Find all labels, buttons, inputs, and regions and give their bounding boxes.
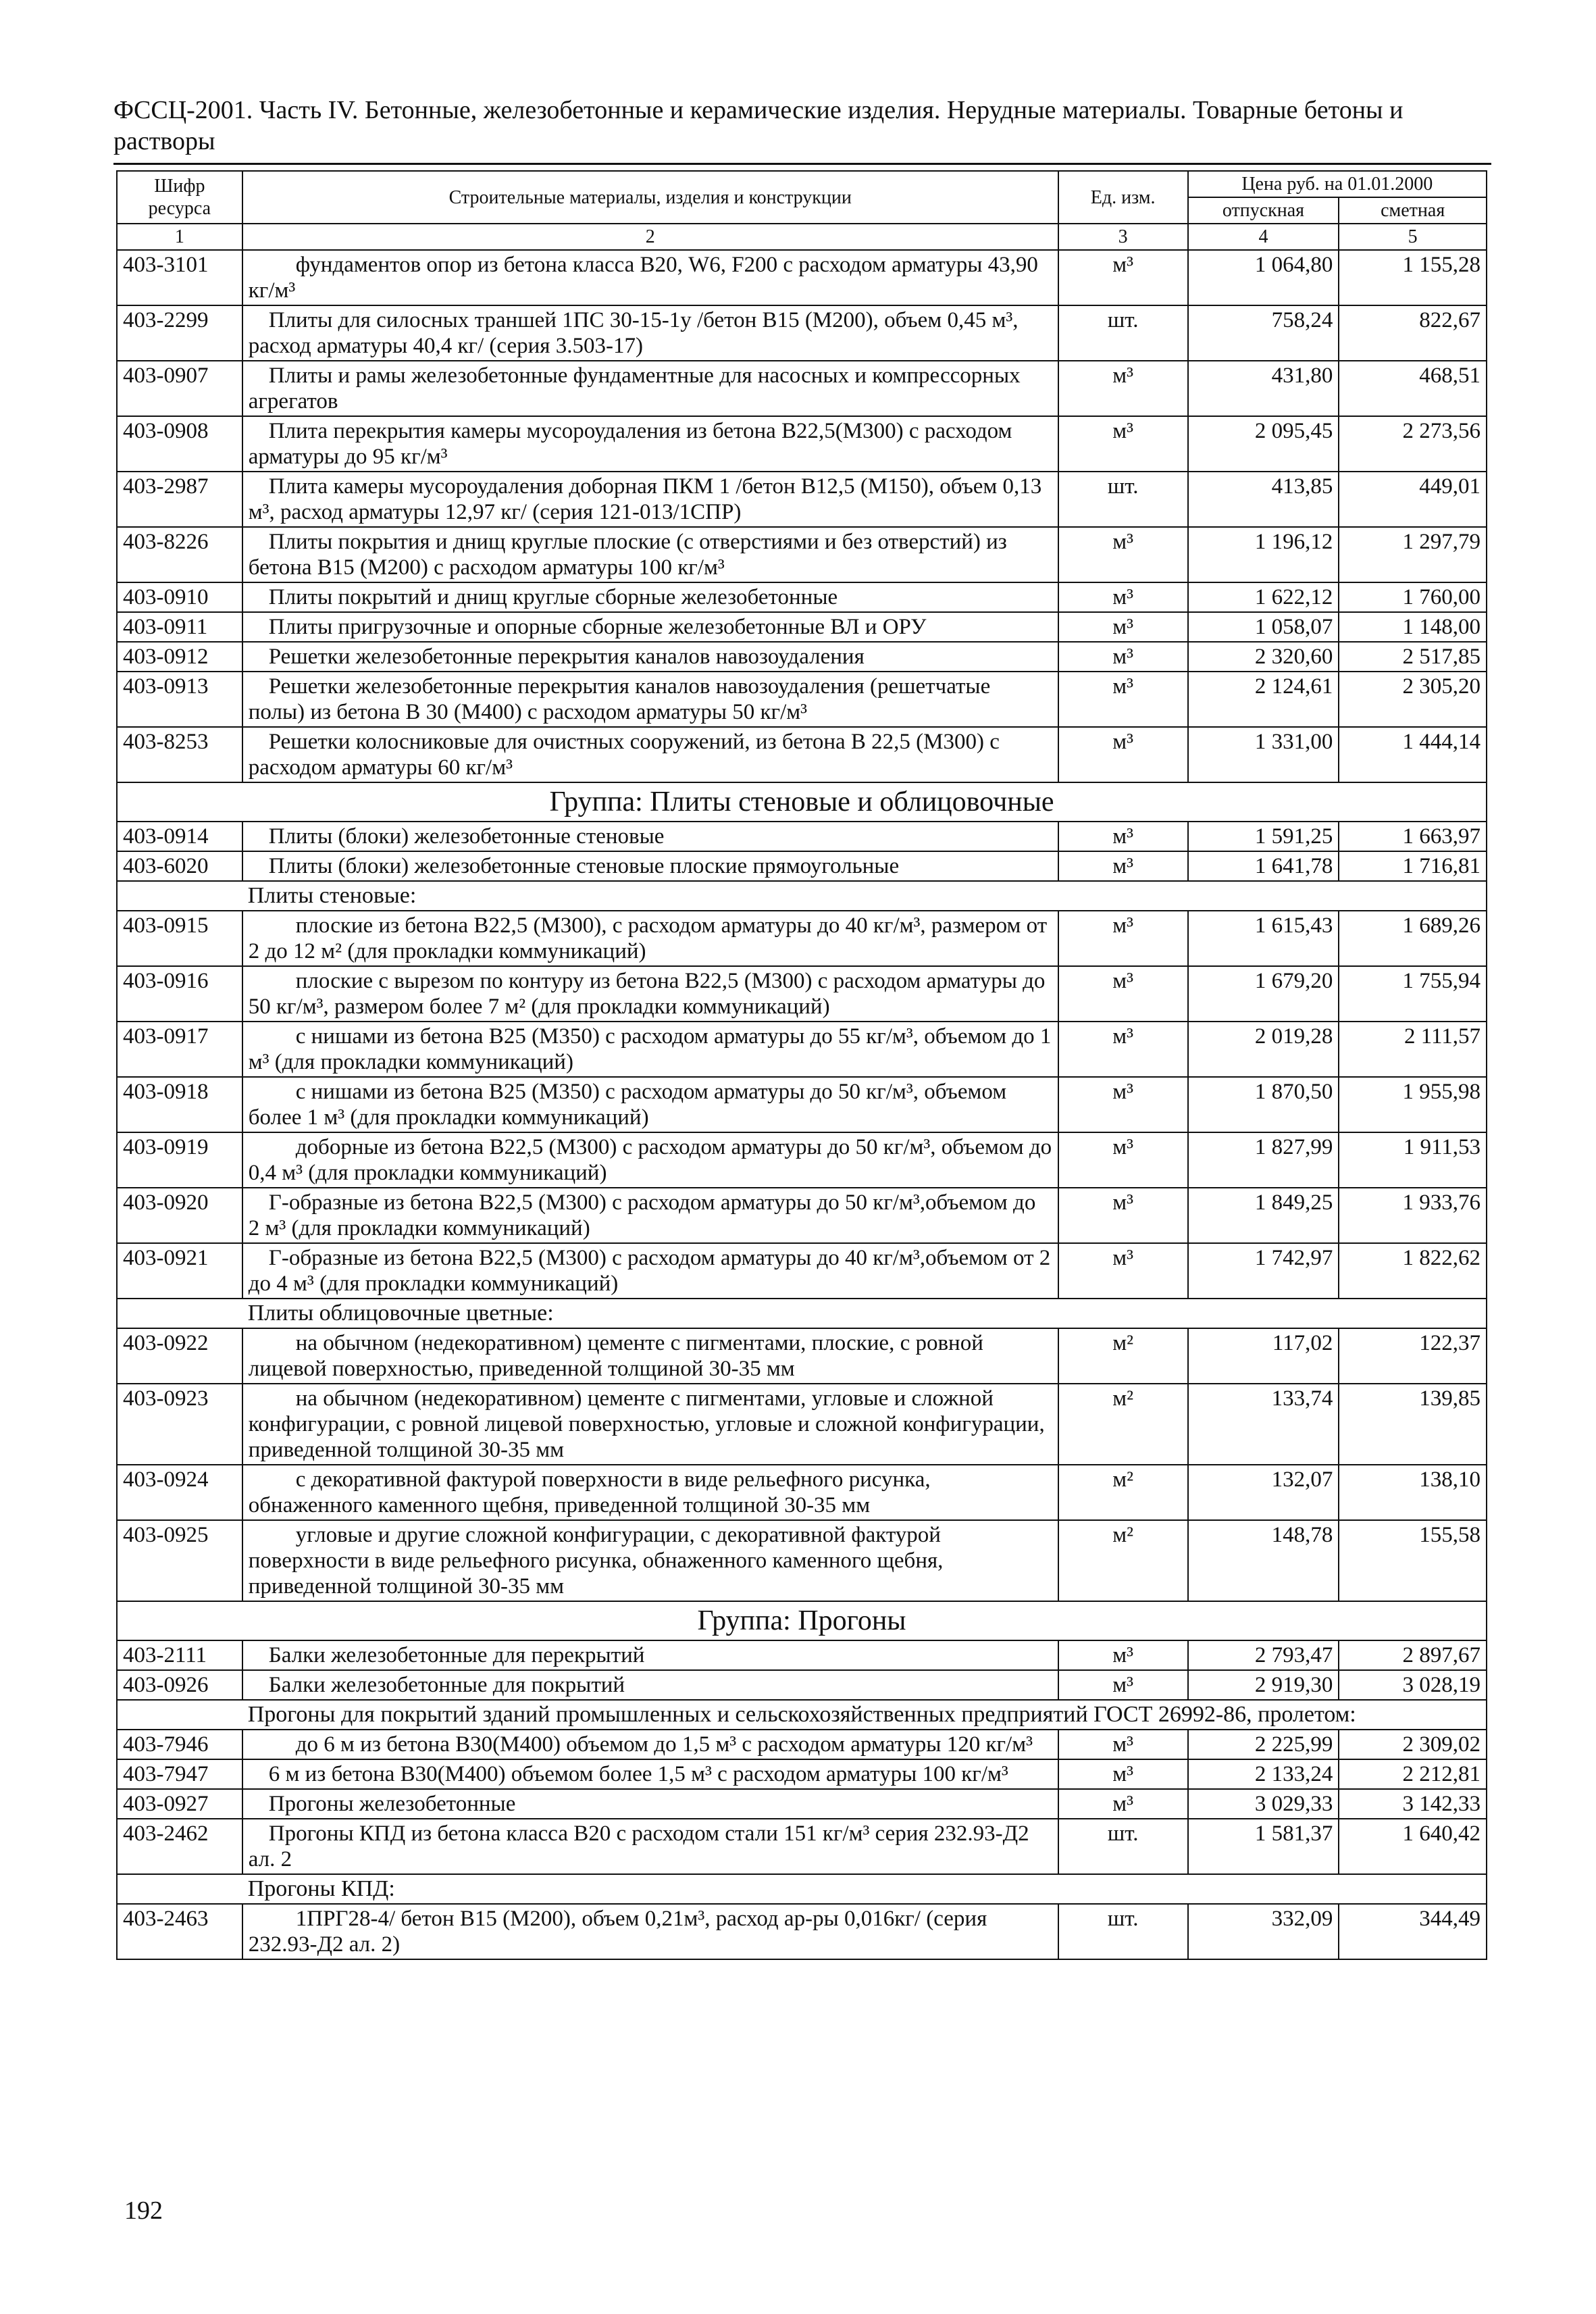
unit-of-measure: м³ <box>1058 1759 1188 1789</box>
release-price: 413,85 <box>1188 472 1339 527</box>
item-description: 1ПРГ28-4/ бетон В15 (М200), объем 0,21м³, расход ар-ры 0,016кг/ (серия 232.93-Д2 ал. 2) <box>242 1904 1058 1959</box>
release-price: 2 793,47 <box>1188 1640 1339 1670</box>
table-row <box>117 672 1487 727</box>
table-row <box>117 472 1487 527</box>
unit-of-measure: м³ <box>1058 1730 1188 1759</box>
table-row <box>117 250 1487 305</box>
subheading-code-cell <box>117 1700 242 1730</box>
resource-code: 403-2111 <box>117 1640 242 1670</box>
table-header-row <box>117 171 1487 197</box>
resource-code: 403-2462 <box>117 1819 242 1874</box>
item-description: Плита камеры мусороудаления доборная ПКМ 1 /бетон В12,5 (М150), объем 0,13 м³, расход арматуры 12,97 кг/ (серия 121-013/1СПР) <box>242 472 1058 527</box>
estimate-price: 2 305,20 <box>1339 672 1487 727</box>
estimate-price: 1 955,98 <box>1339 1077 1487 1132</box>
item-description: Плиты пригрузочные и опорные сборные железобетонные ВЛ и ОРУ <box>242 612 1058 642</box>
resource-code: 403-2987 <box>117 472 242 527</box>
table-row <box>117 416 1487 472</box>
unit-of-measure: м³ <box>1058 966 1188 1022</box>
release-price: 1 870,50 <box>1188 1077 1339 1132</box>
estimate-price: 139,85 <box>1339 1384 1487 1465</box>
release-price: 3 029,33 <box>1188 1789 1339 1819</box>
estimate-price: 449,01 <box>1339 472 1487 527</box>
estimate-price: 2 111,57 <box>1339 1022 1487 1077</box>
estimate-price: 822,67 <box>1339 305 1487 361</box>
resource-code: 403-0927 <box>117 1789 242 1819</box>
item-description: 6 м из бетона В30(М400) объемом более 1,5 м³ с расходом арматуры 100 кг/м³ <box>242 1759 1058 1789</box>
estimate-price: 3 028,19 <box>1339 1670 1487 1700</box>
unit-of-measure: м³ <box>1058 582 1188 612</box>
unit-of-measure: м³ <box>1058 1188 1188 1243</box>
price-table <box>116 170 1487 1960</box>
estimate-price: 2 897,67 <box>1339 1640 1487 1670</box>
release-price: 1 591,25 <box>1188 822 1339 851</box>
release-price: 2 124,61 <box>1188 672 1339 727</box>
unit-of-measure: м² <box>1058 1520 1188 1601</box>
table-row <box>117 911 1487 966</box>
release-price: 1 849,25 <box>1188 1188 1339 1243</box>
resource-code: 403-7946 <box>117 1730 242 1759</box>
unit-of-measure: м³ <box>1058 727 1188 782</box>
unit-of-measure: м² <box>1058 1465 1188 1520</box>
table-row <box>117 822 1487 851</box>
estimate-price: 2 212,81 <box>1339 1759 1487 1789</box>
column-number: 5 <box>1339 224 1487 250</box>
unit-of-measure: м³ <box>1058 822 1188 851</box>
release-price: 1 331,00 <box>1188 727 1339 782</box>
table-row <box>117 1243 1487 1299</box>
subheading-label: Прогоны для покрытий зданий промышленных и сельскохозяйственных предприятий ГОСТ 26992-86, пролетом: <box>242 1700 1487 1730</box>
resource-code: 403-0922 <box>117 1328 242 1384</box>
subheading-label: Плиты стеновые: <box>242 881 1487 911</box>
unit-of-measure: м³ <box>1058 1243 1188 1299</box>
item-description: Плиты (блоки) железобетонные стеновые <box>242 822 1058 851</box>
header-code: Шифр ресурса <box>117 171 242 224</box>
estimate-price: 1 640,42 <box>1339 1819 1487 1874</box>
unit-of-measure: шт. <box>1058 472 1188 527</box>
table-row <box>117 1759 1487 1789</box>
estimate-price: 1 760,00 <box>1339 582 1487 612</box>
resource-code: 403-8253 <box>117 727 242 782</box>
release-price: 117,02 <box>1188 1328 1339 1384</box>
column-number: 1 <box>117 224 242 250</box>
subheading-code-cell <box>117 881 242 911</box>
unit-of-measure: м³ <box>1058 1132 1188 1188</box>
estimate-price: 2 517,85 <box>1339 642 1487 672</box>
estimate-price: 1 755,94 <box>1339 966 1487 1022</box>
release-price: 1 679,20 <box>1188 966 1339 1022</box>
release-price: 1 742,97 <box>1188 1243 1339 1299</box>
estimate-price: 2 273,56 <box>1339 416 1487 472</box>
unit-of-measure: м³ <box>1058 361 1188 416</box>
unit-of-measure: шт. <box>1058 1819 1188 1874</box>
release-price: 1 641,78 <box>1188 851 1339 881</box>
unit-of-measure: шт. <box>1058 305 1188 361</box>
table-row <box>117 1328 1487 1384</box>
item-description: Плиты (блоки) железобетонные стеновые плоские прямоугольные <box>242 851 1058 881</box>
table-row <box>117 1465 1487 1520</box>
table-row <box>117 642 1487 672</box>
item-description: до 6 м из бетона В30(М400) объемом до 1,5 м³ с расходом арматуры 120 кг/м³ <box>242 1730 1058 1759</box>
table-row <box>117 1730 1487 1759</box>
resource-code: 403-0915 <box>117 911 242 966</box>
item-description: Решетки железобетонные перекрытия каналов навозоудаления (решетчатые полы) из бетона В 30 (М400) с расходом арматуры 50 кг/м³ <box>242 672 1058 727</box>
release-price: 2 320,60 <box>1188 642 1339 672</box>
subheading-row <box>117 1299 1487 1328</box>
item-description: Решетки железобетонные перекрытия каналов навозоудаления <box>242 642 1058 672</box>
estimate-price: 1 663,97 <box>1339 822 1487 851</box>
header-divider <box>113 163 1491 165</box>
resource-code: 403-0926 <box>117 1670 242 1700</box>
release-price: 1 615,43 <box>1188 911 1339 966</box>
resource-code: 403-6020 <box>117 851 242 881</box>
unit-of-measure: м³ <box>1058 416 1188 472</box>
estimate-price: 344,49 <box>1339 1904 1487 1959</box>
resource-code: 403-0907 <box>117 361 242 416</box>
unit-of-measure: м³ <box>1058 1670 1188 1700</box>
item-description: Плиты для силосных траншей 1ПС 30-15-1у /бетон В15 (М200), объем 0,45 м³, расход арматуры 40,4 кг/ (серия 3.503-17) <box>242 305 1058 361</box>
item-description: с нишами из бетона В25 (М350) с расходом арматуры до 50 кг/м³, объемом более 1 м³ (для прокладки коммуникаций) <box>242 1077 1058 1132</box>
item-description: Решетки колосниковые для очистных сооружений, из бетона В 22,5 (М300) с расходом арматуры 60 кг/м³ <box>242 727 1058 782</box>
item-description: Плита перекрытия камеры мусороудаления из бетона В22,5(М300) с расходом арматуры до 95 кг/м³ <box>242 416 1058 472</box>
release-price: 758,24 <box>1188 305 1339 361</box>
release-price: 1 581,37 <box>1188 1819 1339 1874</box>
unit-of-measure: м³ <box>1058 911 1188 966</box>
item-description: угловые и другие сложной конфигурации, с декоративной фактурой поверхности в виде рельефного рисунка, обнаженного каменного щебня, приведенной толщиной 30-35 мм <box>242 1520 1058 1601</box>
estimate-price: 1 444,14 <box>1339 727 1487 782</box>
item-description: Плиты и рамы железобетонные фундаментные для насосных и компрессорных агрегатов <box>242 361 1058 416</box>
item-description: доборные из бетона В22,5 (М300) с расходом арматуры до 50 кг/м³, объемом до 0,4 м³ (для прокладки коммуникаций) <box>242 1132 1058 1188</box>
group-heading: Группа: Прогоны <box>117 1601 1487 1640</box>
resource-code: 403-0919 <box>117 1132 242 1188</box>
table-row <box>117 305 1487 361</box>
item-description: на обычном (недекоративном) цементе с пигментами, плоские, с ровной лицевой поверхностью, приведенной толщиной 30-35 мм <box>242 1328 1058 1384</box>
resource-code: 403-2299 <box>117 305 242 361</box>
item-description: Плиты покрытия и днищ круглые плоские (с отверстиями и без отверстий) из бетона В15 (М200) с расходом арматуры 100 кг/м³ <box>242 527 1058 582</box>
release-price: 332,09 <box>1188 1904 1339 1959</box>
table-row <box>117 727 1487 782</box>
subheading-label: Прогоны КПД: <box>242 1874 1487 1904</box>
column-number-row <box>117 224 1487 250</box>
item-description: с нишами из бетона В25 (М350) с расходом арматуры до 55 кг/м³, объемом до 1 м³ (для прокладки коммуникаций) <box>242 1022 1058 1077</box>
resource-code: 403-3101 <box>117 250 242 305</box>
table-row <box>117 1670 1487 1700</box>
column-number: 3 <box>1058 224 1188 250</box>
subheading-row <box>117 1700 1487 1730</box>
item-description: плоские из бетона В22,5 (М300), с расходом арматуры до 40 кг/м³, размером от 2 до 12 м² (для прокладки коммуникаций) <box>242 911 1058 966</box>
group-heading: Группа: Плиты стеновые и облицовочные <box>117 782 1487 822</box>
header-estimate-price: сметная <box>1339 197 1487 224</box>
estimate-price: 3 142,33 <box>1339 1789 1487 1819</box>
table-row <box>117 1384 1487 1465</box>
estimate-price: 468,51 <box>1339 361 1487 416</box>
unit-of-measure: м³ <box>1058 672 1188 727</box>
release-price: 1 196,12 <box>1188 527 1339 582</box>
table-row <box>117 1904 1487 1959</box>
release-price: 148,78 <box>1188 1520 1339 1601</box>
release-price: 2 225,99 <box>1188 1730 1339 1759</box>
page-header-title: ФССЦ-2001. Часть IV. Бетонные, железобетонные и керамические изделия. Нерудные материалы. Товарные бетоны и растворы <box>113 96 1404 155</box>
estimate-price: 155,58 <box>1339 1520 1487 1601</box>
release-price: 2 019,28 <box>1188 1022 1339 1077</box>
subheading-row <box>117 881 1487 911</box>
estimate-price: 1 148,00 <box>1339 612 1487 642</box>
unit-of-measure: м³ <box>1058 1022 1188 1077</box>
table-row <box>117 851 1487 881</box>
subheading-label: Плиты облицовочные цветные: <box>242 1299 1487 1328</box>
unit-of-measure: м³ <box>1058 1077 1188 1132</box>
table-row <box>117 1077 1487 1132</box>
resource-code: 403-0913 <box>117 672 242 727</box>
table-row <box>117 612 1487 642</box>
resource-code: 403-0920 <box>117 1188 242 1243</box>
estimate-price: 138,10 <box>1339 1465 1487 1520</box>
resource-code: 403-8226 <box>117 527 242 582</box>
estimate-price: 2 309,02 <box>1339 1730 1487 1759</box>
release-price: 1 622,12 <box>1188 582 1339 612</box>
release-price: 1 058,07 <box>1188 612 1339 642</box>
subheading-row <box>117 1874 1487 1904</box>
header-unit: Ед. изм. <box>1058 171 1188 224</box>
table-row <box>117 1132 1487 1188</box>
resource-code: 403-0908 <box>117 416 242 472</box>
column-number: 2 <box>242 224 1058 250</box>
estimate-price: 1 716,81 <box>1339 851 1487 881</box>
table-row <box>117 361 1487 416</box>
table-row <box>117 582 1487 612</box>
resource-code: 403-0911 <box>117 612 242 642</box>
resource-code: 403-0918 <box>117 1077 242 1132</box>
resource-code: 403-0921 <box>117 1243 242 1299</box>
release-price: 2 919,30 <box>1188 1670 1339 1700</box>
unit-of-measure: м³ <box>1058 1640 1188 1670</box>
item-description: Балки железобетонные для перекрытий <box>242 1640 1058 1670</box>
header-release-price: отпускная <box>1188 197 1339 224</box>
resource-code: 403-0914 <box>117 822 242 851</box>
unit-of-measure: м³ <box>1058 642 1188 672</box>
item-description: на обычном (недекоративном) цементе с пигментами, угловые и сложной конфигурации, с ровной лицевой поверхностью, угловые и сложной конфигурации, приведенной толщиной 30-35 мм <box>242 1384 1058 1465</box>
estimate-price: 1 911,53 <box>1339 1132 1487 1188</box>
resource-code: 403-2463 <box>117 1904 242 1959</box>
estimate-price: 1 155,28 <box>1339 250 1487 305</box>
release-price: 1 827,99 <box>1188 1132 1339 1188</box>
item-description: с декоративной фактурой поверхности в виде рельефного рисунка, обнаженного каменного щебня, приведенной толщиной 30-35 мм <box>242 1465 1058 1520</box>
release-price: 2 133,24 <box>1188 1759 1339 1789</box>
unit-of-measure: шт. <box>1058 1904 1188 1959</box>
resource-code: 403-0923 <box>117 1384 242 1465</box>
unit-of-measure: м³ <box>1058 250 1188 305</box>
resource-code: 403-0917 <box>117 1022 242 1077</box>
unit-of-measure: м³ <box>1058 1789 1188 1819</box>
resource-code: 403-0924 <box>117 1465 242 1520</box>
table-row <box>117 1789 1487 1819</box>
estimate-price: 1 822,62 <box>1339 1243 1487 1299</box>
table-row <box>117 1520 1487 1601</box>
unit-of-measure: м³ <box>1058 612 1188 642</box>
resource-code: 403-7947 <box>117 1759 242 1789</box>
resource-code: 403-0925 <box>117 1520 242 1601</box>
table-body <box>117 250 1487 1959</box>
item-description: Прогоны КПД из бетона класса В20 с расходом стали 151 кг/м³ серия 232.93-Д2 ал. 2 <box>242 1819 1058 1874</box>
item-description: Балки железобетонные для покрытий <box>242 1670 1058 1700</box>
resource-code: 403-0912 <box>117 642 242 672</box>
item-description: Прогоны железобетонные <box>242 1789 1058 1819</box>
release-price: 2 095,45 <box>1188 416 1339 472</box>
release-price: 1 064,80 <box>1188 250 1339 305</box>
item-description: фундаментов опор из бетона класса В20, W6, F200 с расходом арматуры 43,90 кг/м³ <box>242 250 1058 305</box>
group-heading-row <box>117 1601 1487 1640</box>
table-row <box>117 1640 1487 1670</box>
subheading-code-cell <box>117 1874 242 1904</box>
item-description: Г-образные из бетона В22,5 (М300) с расходом арматуры до 40 кг/м³,объемом от 2 до 4 м³ (для прокладки коммуникаций) <box>242 1243 1058 1299</box>
unit-of-measure: м³ <box>1058 527 1188 582</box>
resource-code: 403-0916 <box>117 966 242 1022</box>
header-price: Цена руб. на 01.01.2000 <box>1188 171 1487 197</box>
column-number: 4 <box>1188 224 1339 250</box>
subheading-code-cell <box>117 1299 242 1328</box>
table-row <box>117 1188 1487 1243</box>
estimate-price: 1 933,76 <box>1339 1188 1487 1243</box>
unit-of-measure: м² <box>1058 1328 1188 1384</box>
table-row <box>117 527 1487 582</box>
estimate-price: 122,37 <box>1339 1328 1487 1384</box>
unit-of-measure: м² <box>1058 1384 1188 1465</box>
item-description: Плиты покрытий и днищ круглые сборные железобетонные <box>242 582 1058 612</box>
release-price: 431,80 <box>1188 361 1339 416</box>
item-description: Г-образные из бетона В22,5 (М300) с расходом арматуры до 50 кг/м³,объемом до 2 м³ (для прокладки коммуникаций) <box>242 1188 1058 1243</box>
table-row <box>117 966 1487 1022</box>
release-price: 133,74 <box>1188 1384 1339 1465</box>
release-price: 132,07 <box>1188 1465 1339 1520</box>
table-row <box>117 1819 1487 1874</box>
table-row <box>117 1022 1487 1077</box>
item-description: плоские с вырезом по контуру из бетона В22,5 (М300) с расходом арматуры до 50 кг/м³, размером более 7 м² (для прокладки коммуникаций) <box>242 966 1058 1022</box>
estimate-price: 1 297,79 <box>1339 527 1487 582</box>
resource-code: 403-0910 <box>117 582 242 612</box>
group-heading-row <box>117 782 1487 822</box>
page-number: 192 <box>124 2196 163 2225</box>
unit-of-measure: м³ <box>1058 851 1188 881</box>
header-description: Строительные материалы, изделия и конструкции <box>242 171 1058 224</box>
estimate-price: 1 689,26 <box>1339 911 1487 966</box>
